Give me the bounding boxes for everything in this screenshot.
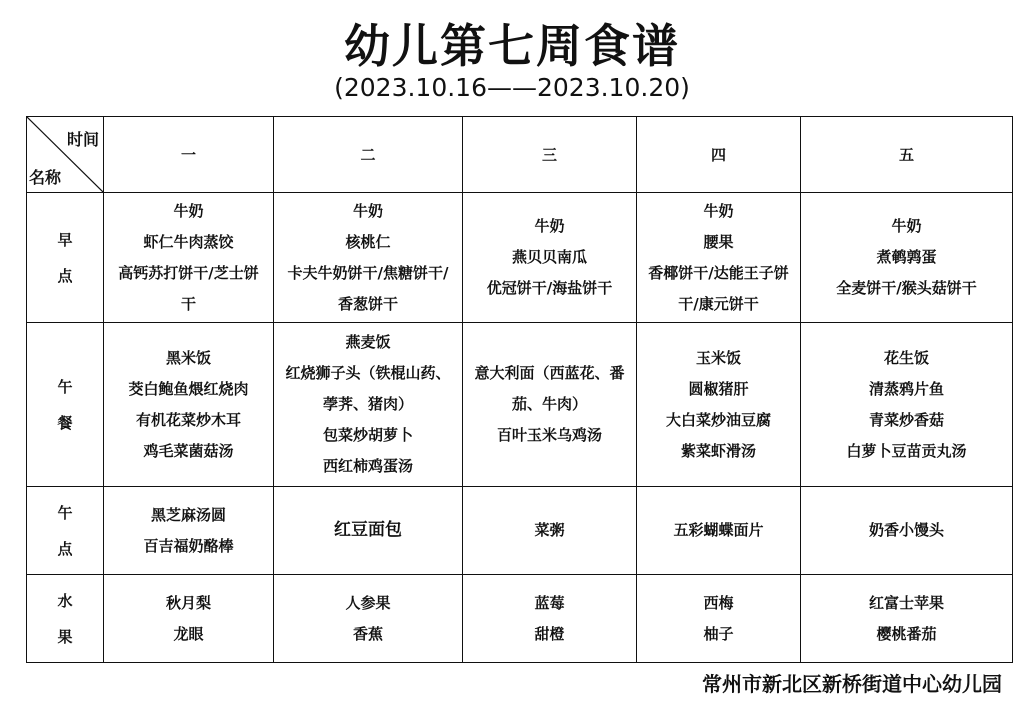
menu-item: 白萝卜豆苗贡丸汤 <box>846 441 967 460</box>
row-label-char: 餐 <box>57 413 73 432</box>
row-label-char: 果 <box>57 627 73 646</box>
menu-cell <box>637 323 801 487</box>
menu-item: 虾仁牛肉蒸饺 <box>143 232 234 251</box>
menu-item: 优冠饼干/海盐饼干 <box>486 279 613 297</box>
corner-label-name: 名称 <box>29 168 62 187</box>
menu-item: 香葱饼干 <box>337 294 398 313</box>
menu-item: 紫菜虾滑汤 <box>680 441 756 460</box>
menu-cell <box>463 193 637 323</box>
row-label-char: 水 <box>57 591 73 610</box>
row-label-char: 午 <box>57 377 73 396</box>
menu-item: 蓝莓 <box>534 593 565 612</box>
day-header: 一 <box>104 117 274 193</box>
menu-item: 茄、牛肉） <box>511 395 587 413</box>
menu-item: 五彩蝴蝶面片 <box>673 521 764 539</box>
menu-item: 牛奶 <box>173 201 204 220</box>
row-label-char: 点 <box>57 539 73 558</box>
menu-item: 牛奶 <box>891 217 922 235</box>
row-label <box>27 487 104 575</box>
school-name: 常州市新北区新桥街道中心幼儿园 <box>702 672 1002 696</box>
menu-item: 花生饭 <box>883 348 929 367</box>
menu-cell <box>637 487 801 575</box>
menu-item: 大白菜炒油豆腐 <box>665 410 771 429</box>
day-header: 四 <box>637 117 801 193</box>
menu-item: 青菜炒香菇 <box>868 410 944 429</box>
corner-label-time: 时间 <box>66 130 99 149</box>
day-header: 三 <box>463 117 637 193</box>
menu-item: 红富士苹果 <box>868 593 944 612</box>
menu-item: 鸡毛菜菌菇汤 <box>143 441 234 460</box>
menu-item: 百叶玉米乌鸡汤 <box>496 426 602 444</box>
menu-item: 清蒸鸦片鱼 <box>868 379 944 398</box>
day-header: 五 <box>801 117 1013 193</box>
breakfast-row <box>27 193 1013 323</box>
menu-item: 黑米饭 <box>165 348 211 367</box>
menu-cell <box>801 193 1013 323</box>
fruit-row <box>27 575 1013 663</box>
menu-item: 牛奶 <box>703 201 734 220</box>
menu-item: 玉米饭 <box>695 348 741 367</box>
menu-item: 秋月梨 <box>165 593 211 612</box>
date-range: (2023.10.16——2023.10.20) <box>334 73 690 102</box>
menu-item: 包菜炒胡萝卜 <box>322 426 413 444</box>
menu-item: 奶香小馒头 <box>868 521 944 539</box>
menu-cell <box>463 323 637 487</box>
menu-item: 腰果 <box>703 232 734 251</box>
menu-cell <box>637 193 801 323</box>
row-label <box>27 323 104 487</box>
menu-cell <box>637 575 801 663</box>
menu-cell <box>104 193 274 323</box>
row-label <box>27 193 104 323</box>
menu-cell <box>463 487 637 575</box>
menu-cell <box>274 487 463 575</box>
menu-item: 樱桃番茄 <box>876 624 937 643</box>
menu-item: 百吉福奶酪棒 <box>143 536 234 555</box>
row-label-char: 早 <box>57 230 73 249</box>
menu-item: 核桃仁 <box>345 232 391 251</box>
menu-item: 燕麦饭 <box>345 333 391 351</box>
menu-item: 意大利面（西蓝花、番 <box>474 364 625 382</box>
corner-cell <box>27 117 104 193</box>
menu-item: 圆椒猪肝 <box>688 379 749 398</box>
menu-cell <box>274 193 463 323</box>
menu-item: 全麦饼干/猴头菇饼干 <box>836 279 977 297</box>
menu-item: 红豆面包 <box>334 520 402 540</box>
row-label-char: 午 <box>57 503 73 522</box>
menu-item: 卡夫牛奶饼干/焦糖饼干/ <box>287 263 449 282</box>
menu-item: 菜粥 <box>534 521 565 539</box>
menu-item: 茭白鲍鱼煨红烧肉 <box>128 379 249 398</box>
menu-item: 香蕉 <box>352 624 383 643</box>
menu-item: 柚子 <box>703 624 734 643</box>
menu-item: 干/康元饼干 <box>678 294 759 313</box>
menu-item: 黑芝麻汤圆 <box>150 505 226 524</box>
menu-cell <box>104 575 274 663</box>
menu-item: 西红柿鸡蛋汤 <box>322 457 413 475</box>
menu-cell <box>801 323 1013 487</box>
menu-cell <box>104 487 274 575</box>
menu-item: 燕贝贝南瓜 <box>511 248 587 266</box>
menu-cell <box>274 323 463 487</box>
header-row <box>27 117 1013 193</box>
menu-cell <box>104 323 274 487</box>
page-title: 幼儿第七周食谱 <box>344 19 680 73</box>
menu-cell <box>801 575 1013 663</box>
menu-item: 甜橙 <box>534 624 565 643</box>
menu-item: 香椰饼干/达能王子饼 <box>648 263 789 282</box>
menu-item: 龙眼 <box>173 624 204 643</box>
menu-cell <box>463 575 637 663</box>
snack-row <box>27 487 1013 575</box>
row-label-char: 点 <box>57 266 73 285</box>
menu-item: 人参果 <box>345 593 391 612</box>
menu-item: 干 <box>180 294 196 313</box>
menu-cell <box>274 575 463 663</box>
day-header: 二 <box>274 117 463 193</box>
menu-item: 荸荠、猪肉） <box>322 395 413 413</box>
row-label <box>27 575 104 663</box>
menu-item: 牛奶 <box>352 201 383 220</box>
menu-item: 煮鹌鹑蛋 <box>876 248 937 266</box>
menu-item: 有机花菜炒木耳 <box>135 410 241 429</box>
menu-item: 红烧狮子头（铁棍山药、 <box>285 364 451 382</box>
menu-item: 牛奶 <box>534 217 565 235</box>
lunch-row <box>27 323 1013 487</box>
menu-cell <box>801 487 1013 575</box>
menu-item: 西梅 <box>703 593 734 612</box>
menu-item: 高钙苏打饼干/芝士饼 <box>118 263 259 282</box>
menu-table <box>26 116 1013 663</box>
